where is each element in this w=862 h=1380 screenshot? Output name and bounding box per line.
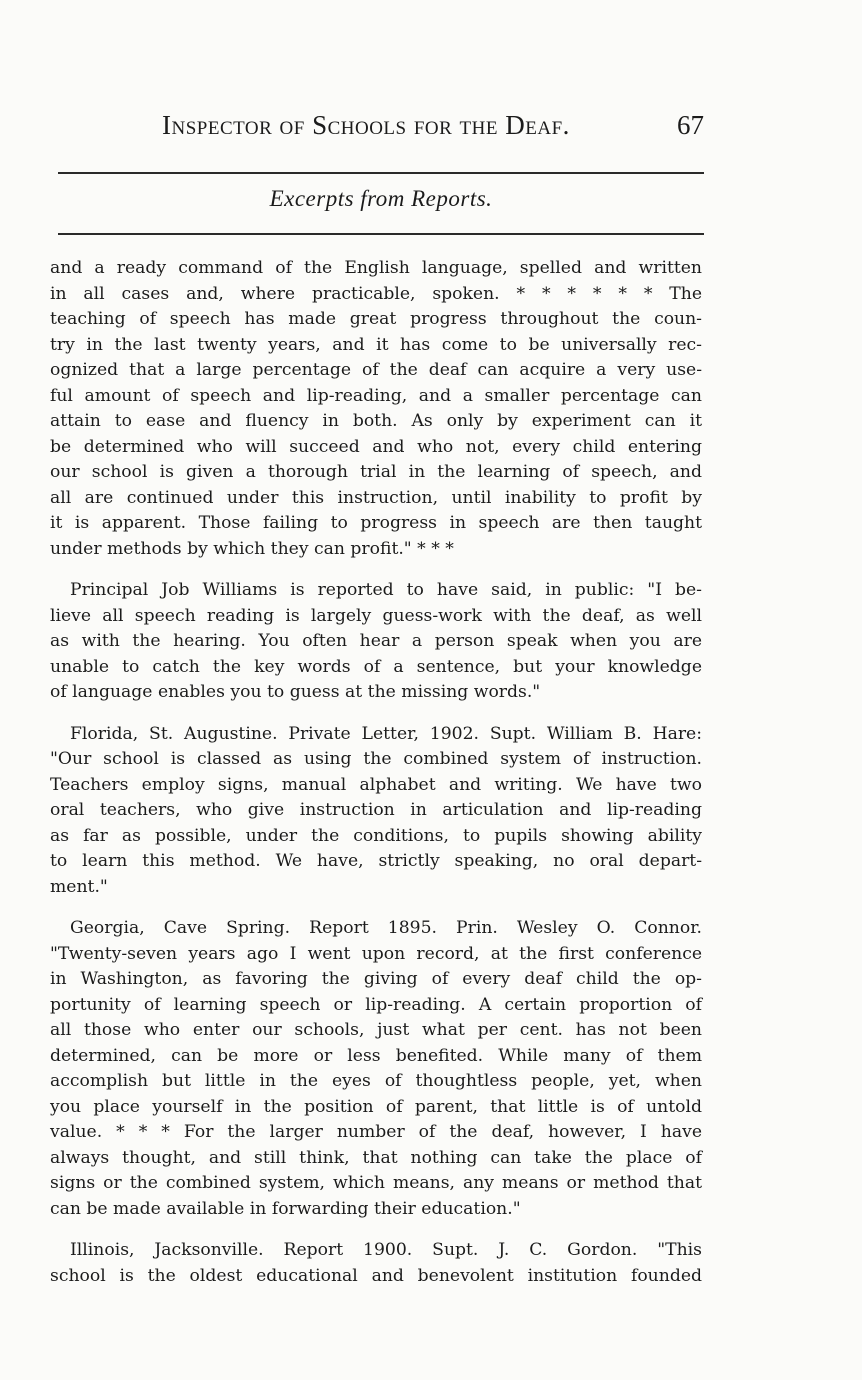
text-line: our school is given a thorough trial in the learning of speech, and (50, 462, 702, 482)
text-line: "Our school is classed as using the combined system of instruction. (50, 749, 702, 769)
text-line: in Washington, as favoring the giving of every deaf child the op- (50, 969, 702, 989)
page-number: 67 (677, 110, 704, 140)
text-line: can be made available in forwarding their education." (50, 1198, 521, 1219)
text-line: Florida, St. Augustine. Private Letter, 1902. Supt. William B. Hare: (70, 723, 702, 744)
text-line: as with the hearing. You often hear a person speak when you are (50, 631, 702, 651)
text-line: be determined who will succeed and who not, every child entering (50, 436, 702, 457)
text-line: lieve all speech reading is largely guess-work with the deaf, as well (50, 605, 702, 626)
top-rule (58, 172, 704, 174)
text-line: "Twenty-seven years ago I went upon record, at the first conference (50, 943, 702, 964)
text-line: it is apparent. Those failing to progress in speech are then taught (50, 513, 702, 533)
text-line: always thought, and still think, that nothing can take the place of (50, 1147, 702, 1168)
body-text (50, 256, 702, 1289)
text-line: Illinois, Jacksonville. Report 1900. Supt. J. C. Gordon. "This (70, 1240, 702, 1260)
text-line: as far as possible, under the conditions, to pupils showing ability (50, 825, 702, 846)
text-line: unable to catch the key words of a sentence, but your knowledge (50, 656, 702, 677)
text-line: under methods by which they can profit." * * * (50, 538, 454, 559)
text-line: of language enables you to guess at the missing words." (50, 682, 541, 702)
text-line: and a ready command of the English language, spelled and written (50, 258, 702, 278)
text-line: all those who enter our schools, just what per cent. has not been (50, 1020, 702, 1040)
paragraph-georgia (50, 916, 702, 1222)
paragraph-florida (50, 722, 702, 901)
section-heading: Excerpts from Reports. (269, 186, 493, 211)
paragraph-job-williams (50, 578, 702, 706)
text-line: attain to ease and fluency in both. As only by experiment can it (50, 411, 702, 431)
text-line: determined, can be more or less benefited. While many of them (50, 1045, 702, 1066)
text-line: ognized that a large percentage of the deaf can acquire a very use- (50, 360, 702, 380)
text-line: accomplish but little in the eyes of thoughtless people, yet, when (50, 1071, 702, 1091)
paragraph-illinois (50, 1238, 702, 1289)
text-line: ful amount of speech and lip-reading, and a smaller percentage can (50, 385, 702, 406)
text-line: teaching of speech has made great progress throughout the coun- (50, 309, 702, 329)
text-line: ment." (50, 876, 108, 897)
text-line: Principal Job Williams is reported to have said, in public: "I be- (70, 580, 702, 600)
text-line: you place yourself in the position of parent, that little is of untold (50, 1096, 702, 1117)
text-line: try in the last twenty years, and it has come to be universally rec- (50, 334, 702, 355)
text-line: portunity of learning speech or lip-reading. A certain proportion of (50, 994, 702, 1015)
text-line: value. * * * For the larger number of the deaf, however, I have (50, 1122, 702, 1142)
text-line: all are continued under this instruction, until inability to profit by (50, 487, 702, 508)
text-line: signs or the combined system, which means, any means or method that (50, 1173, 702, 1193)
text-line: to learn this method. We have, strictly speaking, no oral depart- (50, 851, 702, 871)
running-title: Inspector of Schools for the Deaf. (162, 110, 570, 140)
text-line: in all cases and, where practicable, spoken. * * * * * * The (50, 283, 702, 304)
text-line: Teachers employ signs, manual alphabet and writing. We have two (50, 774, 702, 795)
text-line: school is the oldest educational and benevolent institution founded (50, 1265, 702, 1286)
bottom-rule (58, 233, 704, 235)
running-head (58, 110, 704, 144)
paragraph-continued-report (50, 256, 702, 562)
text-line: Georgia, Cave Spring. Report 1895. Prin. Wesley O. Connor. (70, 918, 702, 938)
text-line: oral teachers, who give instruction in articulation and lip-reading (50, 800, 702, 820)
